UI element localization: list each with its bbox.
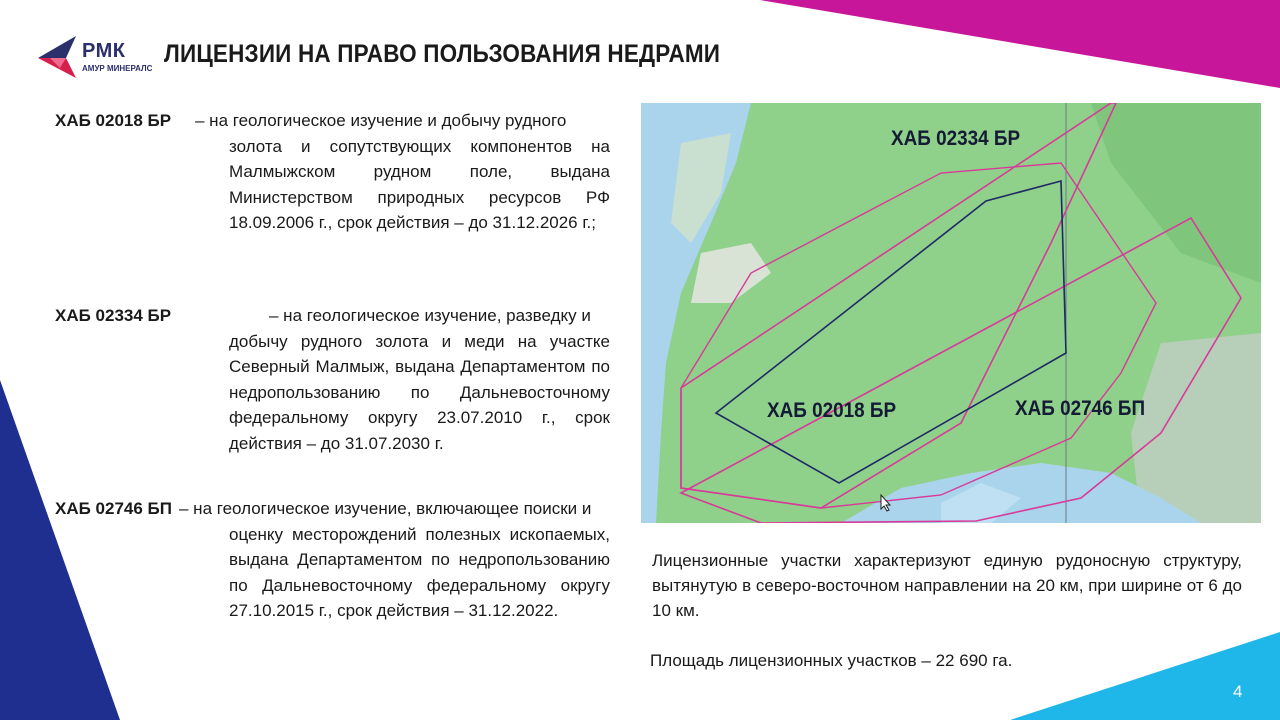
cyan-bottom-band xyxy=(1010,632,1280,720)
map-label-02018: ХАБ 02018 БР xyxy=(767,399,897,422)
logo-mark-icon xyxy=(36,34,80,80)
license-description: золота и сопутствующих компонентов на Малмыжском рудном поле, выдана Министерством природных ресурсов РФ 18.09.2006 г., срок действия – до 31.12.2026 г.; xyxy=(229,136,610,232)
license-lead-text: – на геологическое изучение, разведку и xyxy=(269,306,591,325)
license-description: оценку месторождений полезных ископаемых, выдана Департаментом по недропользованию по Дальневосточному федеральному округу 27.10.2015 г., срок действия – 31.12.2022. xyxy=(229,524,610,620)
logo-subtext: АМУР МИНЕРАЛС xyxy=(82,64,153,73)
license-lead-text: – на геологическое изучение и добычу рудного xyxy=(195,111,567,130)
mouse-cursor-icon xyxy=(880,494,892,512)
area-summary: Площадь лицензионных участков – 22 690 га. xyxy=(650,651,1013,670)
page-title: ЛИЦЕНЗИИ НА ПРАВО ПОЛЬЗОВАНИЯ НЕДРАМИ xyxy=(164,40,721,68)
structure-description: Лицензионные участки характеризуют единую рудоносную структуру, вытянутую в северо-восточном направлении на 20 км, при ширине от 6 до 10 км. xyxy=(652,551,1242,620)
license-lead-text: – на геологическое изучение, включающее поиски и xyxy=(179,499,592,518)
map-label-02746: ХАБ 02746 БП xyxy=(1015,397,1146,420)
license-code: ХАБ 02018 БР xyxy=(55,111,172,130)
license-code: ХАБ 02746 БП xyxy=(55,499,172,518)
map-image xyxy=(641,103,1261,523)
magenta-corner-band xyxy=(760,0,1280,88)
company-logo xyxy=(36,34,153,80)
map-label-02334: ХАБ 02334 БР xyxy=(891,127,1021,150)
logo-text: РМК xyxy=(82,40,126,62)
license-area-map xyxy=(641,103,1261,523)
page-number: 4 xyxy=(1233,682,1243,701)
license-code: ХАБ 02334 БР xyxy=(55,306,172,325)
license-description: добычу рудного золота и меди на участке Северный Малмыж, выдана Департаментом по недропользованию по Дальневосточному федеральному округу 23.07.2010 г., срок действия – до 31.07.2030 г. xyxy=(229,331,610,453)
navy-left-band xyxy=(0,380,120,720)
